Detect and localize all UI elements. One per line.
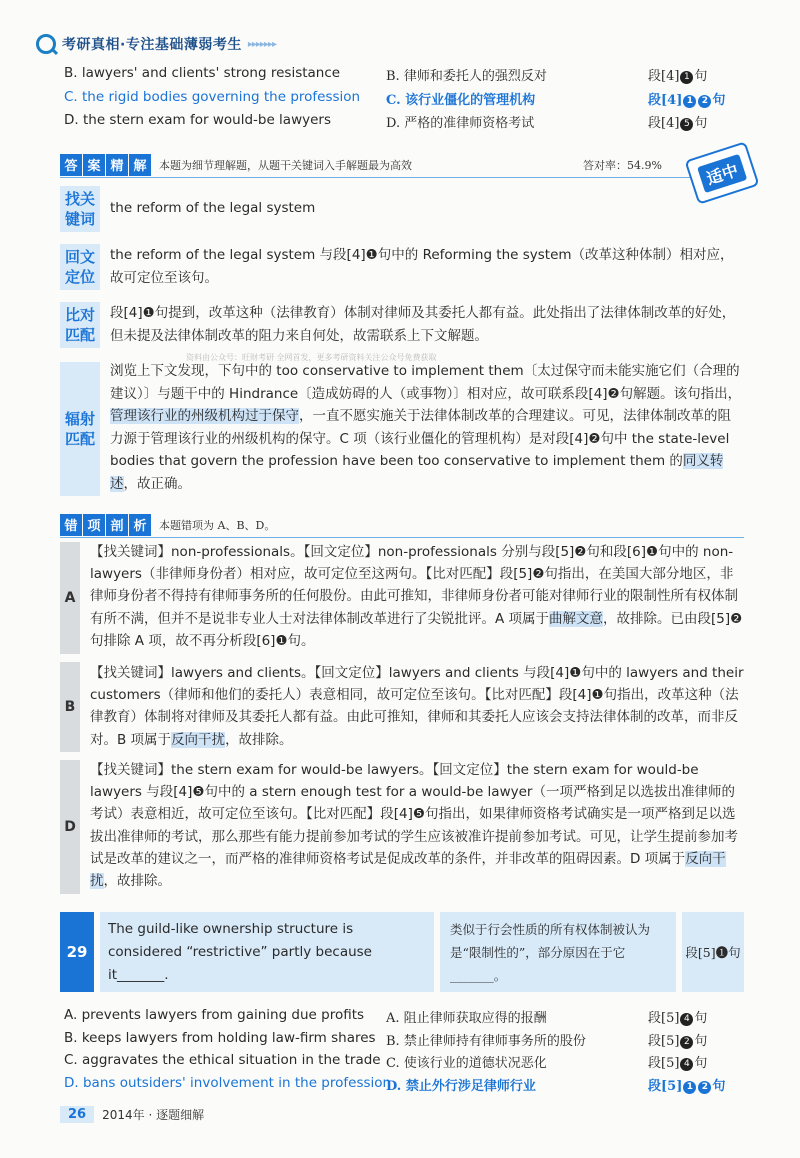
error-section-header bbox=[60, 512, 744, 538]
highlight-phrase: 管理该行业的州级机构过于保守 bbox=[110, 408, 299, 424]
difficulty-stamp bbox=[684, 141, 759, 205]
step-text-keyword: the reform of the legal system bbox=[110, 200, 316, 216]
step-label-locate: 回文定位 bbox=[60, 244, 100, 290]
step-label-radiate: 辐射匹配 bbox=[60, 362, 100, 496]
sentence-number-circle: 2 bbox=[698, 1081, 711, 1094]
highlight-phrase: 反向干扰 bbox=[171, 731, 226, 748]
section-tag: 精 bbox=[106, 154, 128, 176]
option-zh: D. 禁止外行涉足律师行业 bbox=[386, 1079, 536, 1094]
section-tag: 错 bbox=[60, 514, 82, 536]
q29-option-b bbox=[64, 1030, 744, 1052]
footer-title: 2014年 · 逐题细解 bbox=[102, 1108, 205, 1122]
page-number: 26 bbox=[60, 1106, 94, 1123]
section-tag: 案 bbox=[83, 154, 105, 176]
highlight-phrase: 曲解文意 bbox=[549, 610, 604, 627]
option-zh: C. 该行业僵化的管理机构 bbox=[386, 93, 536, 108]
sentence-number-circle: 2 bbox=[680, 1036, 693, 1049]
question-number: 29 bbox=[60, 912, 94, 992]
q29-option-c bbox=[64, 1052, 744, 1074]
sentence-number-circle: 4 bbox=[680, 1013, 693, 1026]
error-text-b: 【找关键词】lawyers and clients。【回文定位】lawyers and clients 与段[4]❶句中的 lawyers and their customers（律师和他们的委托人）表意相同，故可定位至该句。【比对匹配】段[4]❶句指出，改革这种（法律教育）体制将对律师及其委托人都有益。由此可推知，律师和其委托人应该会支持法律体制的改革，而非反对。B 项属于反向干扰，故排除。 bbox=[90, 665, 744, 748]
step-label-keyword: 找关键词 bbox=[60, 186, 100, 232]
question-stem-zh: 类似于行会性质的所有权体制被认为是“限制性的”，部分原因在于它_______。 bbox=[440, 912, 676, 992]
error-text-d: 【找关键词】the stern exam for would-be lawyers。【回文定位】the stern exam for would-be lawyers 与段[4]❺句中的 a stern enough test for a would-be lawyer（一项严格到足以选拔出准律师的考试）表意相近，故可定位至该句。【比对匹配】段[4]❺句指出，如果律师资格考试确实是一项严格到足以选拔出准律师的考试，那么那些有能力提前参加考试的学生应该被准许提前参加考试。可见，让学生提前参加考试是改革的建议之一，而严格的准律师资格考试是促成改革的条件，并非改革的阻碍因素。D 项属于反向干扰，故排除。 bbox=[90, 762, 738, 890]
option-location: 段[4] 1 句 bbox=[648, 69, 708, 84]
option-zh: B. 律师和委托人的强烈反对 bbox=[386, 69, 547, 84]
option-en: D. bans outsiders' involvement in the profession bbox=[64, 1075, 392, 1091]
q28-option-b bbox=[64, 65, 744, 87]
q29-option-a bbox=[64, 1007, 744, 1029]
step-text-compare: 段[4]❶句提到，改革这种（法律教育）体制对律师及其委托人都有益。此处指出了法律体制改革的好处，但未提及法律体制改革的阻力来自何处，故需联系上下文解题。 bbox=[110, 305, 736, 344]
difficulty-label: 适中 bbox=[697, 153, 747, 192]
sentence-number-circle: 1 bbox=[683, 95, 696, 108]
step-text-locate: the reform of the legal system 与段[4]❶句中的 Reforming the system（改革这种体制）相对应，故可定位至该句。 bbox=[110, 247, 734, 286]
option-zh: D. 严格的准律师资格考试 bbox=[386, 116, 535, 131]
sentence-number-circle: 5 bbox=[680, 118, 693, 131]
question-location: 段[5]❶句 bbox=[682, 912, 744, 992]
option-zh: B. 禁止律师持有律师事务所的股份 bbox=[386, 1034, 586, 1049]
q29-option-d bbox=[64, 1075, 744, 1097]
correct-rate: 答对率：54.9% bbox=[583, 158, 662, 172]
watermark-text: 资料由公众号：旺财考研 全网首发，更多考研资料关注公众号免费获取 bbox=[186, 353, 437, 362]
option-location: 段[5] 2 句 bbox=[648, 1034, 708, 1049]
error-label-a: A bbox=[60, 542, 80, 654]
section-tag: 答 bbox=[60, 154, 82, 176]
step-text-radiate: 浏览上下文发现，下句中的 too conservative to implement them〔太过保守而未能实施它们（合理的建议）〕与题干中的 Hindrance〔造成妨碍的人（或事物）〕相对应，故可联系段[4]❷句解题。该句指出，管理该行业的州级机构过于保守，一直不愿实施关于法律体制改革的合理建议。可见，法律体制改革的阻力源于管理该行业的州级机构的保守。C 项（该行业僵化的管理机构）是对段[4]❷句中 the state-level bodies that govern the profession have been too conservative to implement them 的同义转述，故正确。 bbox=[110, 363, 742, 492]
question-stem-en: The guild-like ownership structure is considered “restrictive” partly because it_______. bbox=[100, 912, 434, 992]
q28-option-d bbox=[64, 112, 744, 134]
highlight-phrase: 反向干扰 bbox=[90, 850, 726, 890]
page-footer bbox=[60, 1106, 204, 1123]
section-note: 本题错项为 A、B、D。 bbox=[159, 518, 276, 532]
option-location: 段[5] 4 句 bbox=[648, 1011, 708, 1026]
option-location: 段[4] 1 2 句 bbox=[648, 93, 726, 108]
header-arrows-icon: ▸▸▸▸▸▸▸ bbox=[247, 38, 276, 50]
highlight-phrase: 同义转述 bbox=[110, 453, 724, 492]
option-en: C. the rigid bodies governing the profession bbox=[64, 89, 361, 105]
sentence-number-circle: 4 bbox=[680, 1058, 693, 1071]
section-tag: 解 bbox=[129, 154, 151, 176]
option-zh: A. 阻止律师获取应得的报酬 bbox=[386, 1011, 547, 1026]
answer-section-header bbox=[60, 152, 744, 178]
option-en: C. aggravates the ethical situation in the trade bbox=[64, 1052, 381, 1068]
option-location: 段[5] 4 句 bbox=[648, 1056, 708, 1071]
option-en: B. lawyers' and clients' strong resistance bbox=[64, 65, 341, 81]
sentence-number-circle: 1 bbox=[683, 1081, 696, 1094]
header-title: 考研真相·专注基础薄弱考生 bbox=[62, 37, 242, 53]
error-text-a: 【找关键词】non-professionals。【回文定位】non-professionals 分别与段[5]❷句和段[6]❶句中的 non-lawyers（非律师身份者）相对应，故可定位至这两句。【比对匹配】段[5]❷句指出，在美国大部分地区，非律师身份者不得持有律师事务所的任何股份。由此可推知，非律师身份者可能对律师行业的限制性所有权体制有所不满，但并不是说非专业人士对法律体制改革进行了尖锐批评。A 项属于曲解文意，故排除。已由段[5]❷句排除 A 项，故不再分析段[6]❶句。 bbox=[90, 544, 743, 649]
step-label-compare: 比对匹配 bbox=[60, 302, 100, 348]
section-tag: 析 bbox=[129, 514, 151, 536]
q28-option-c bbox=[64, 89, 744, 111]
option-zh: C. 使该行业的道德状况恶化 bbox=[386, 1056, 547, 1071]
option-location: 段[4] 5 句 bbox=[648, 116, 708, 131]
section-note: 本题为细节理解题，从题干关键词入手解题最为高效 bbox=[159, 158, 412, 172]
sentence-number-circle: 2 bbox=[698, 95, 711, 108]
option-location: 段[5] 1 2 句 bbox=[648, 1079, 726, 1094]
error-label-b: B bbox=[60, 662, 80, 752]
question-29 bbox=[60, 912, 744, 992]
section-tag: 剖 bbox=[106, 514, 128, 536]
sentence-number-circle: 1 bbox=[680, 71, 693, 84]
option-en: B. keeps lawyers from holding law-firm shares bbox=[64, 1030, 376, 1046]
running-header bbox=[36, 32, 276, 56]
section-tag: 项 bbox=[83, 514, 105, 536]
option-en: A. prevents lawyers from gaining due profits bbox=[64, 1007, 365, 1023]
option-en: D. the stern exam for would-be lawyers bbox=[64, 112, 332, 128]
search-q-logo-icon bbox=[36, 34, 56, 54]
error-label-d: D bbox=[60, 760, 80, 894]
